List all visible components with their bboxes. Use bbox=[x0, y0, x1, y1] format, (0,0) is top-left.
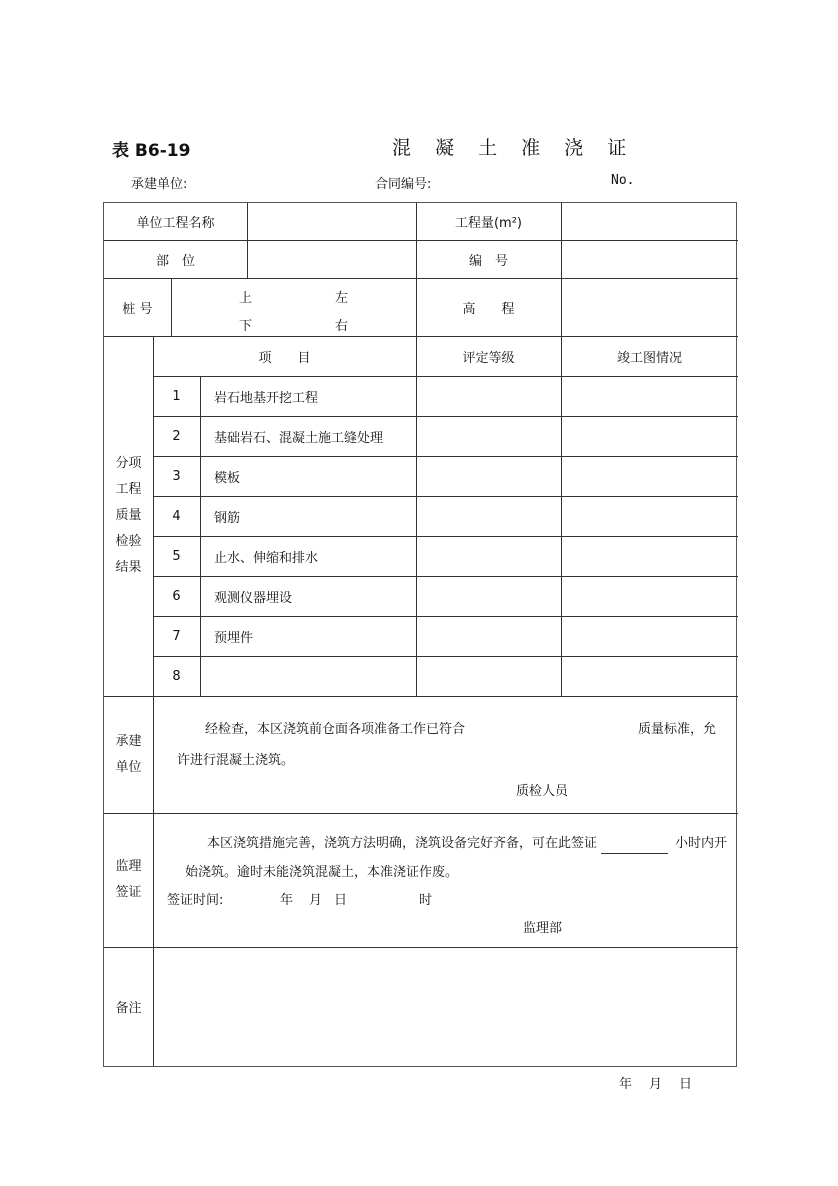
row-item: 岩石地基开挖工程 bbox=[214, 390, 319, 406]
contractor-text-2: 许进行混凝土浇筑。 bbox=[177, 753, 295, 768]
contract-no-label: 合同编号: bbox=[375, 177, 432, 192]
row-item: 钢筋 bbox=[214, 510, 241, 526]
page-title: 混 凝 土 准 浇 证 bbox=[392, 137, 636, 159]
pile-right-label: 右 bbox=[335, 319, 349, 334]
inspection-side-label bbox=[104, 336, 153, 696]
number-field[interactable] bbox=[561, 240, 738, 278]
pile-left-label: 左 bbox=[335, 291, 349, 306]
row-item: 止水、伸缩和排水 bbox=[214, 550, 319, 566]
quantity-label: 工程量(m²) bbox=[454, 216, 523, 231]
col-drawing-header: 竣工图情况 bbox=[616, 350, 682, 366]
row-number: 6 bbox=[172, 588, 181, 604]
side-label-line: 单位 bbox=[115, 759, 142, 775]
contractor-side-label bbox=[104, 696, 153, 813]
row-number: 4 bbox=[172, 508, 181, 524]
row-number: 2 bbox=[172, 428, 181, 444]
row-item: 模板 bbox=[214, 470, 241, 486]
supervision-text-2: 始浇筑。逾时未能浇筑混凝土，本准浇证作废。 bbox=[185, 865, 459, 880]
no-label: No. bbox=[611, 173, 635, 188]
hours-blank[interactable] bbox=[601, 853, 668, 854]
elevation-field[interactable] bbox=[561, 278, 738, 336]
quantity-field[interactable] bbox=[561, 203, 738, 240]
supervision-text-1b: 小时内开 bbox=[675, 836, 728, 851]
sign-year: 年 bbox=[280, 893, 294, 908]
inspector-label: 质检人员 bbox=[516, 784, 569, 799]
form-code: 表 B6-19 bbox=[112, 141, 191, 161]
remarks-field[interactable] bbox=[153, 947, 738, 1066]
supervision-dept: 监理部 bbox=[523, 921, 563, 936]
sign-day: 日 bbox=[334, 893, 348, 908]
row-number: 7 bbox=[172, 628, 181, 644]
supervision-side-label bbox=[104, 813, 153, 947]
row-number: 8 bbox=[172, 668, 181, 684]
row-item: 基础岩石、混凝土施工缝处理 bbox=[214, 430, 384, 446]
part-field[interactable] bbox=[247, 240, 416, 278]
row-number: 3 bbox=[172, 468, 181, 484]
side-label-line: 分项 bbox=[115, 456, 142, 471]
sign-month: 月 bbox=[309, 893, 323, 908]
side-label-line: 检验 bbox=[115, 534, 142, 549]
row-number: 5 bbox=[172, 548, 181, 564]
sign-time-label: 签证时间: bbox=[167, 893, 224, 908]
elevation-label: 高 程 bbox=[462, 301, 515, 317]
row-number: 1 bbox=[172, 388, 181, 404]
remarks-label: 备注 bbox=[115, 1001, 142, 1016]
unit-project-name-label: 单位工程名称 bbox=[136, 216, 215, 231]
contractor-text-1a: 经检查，本区浇筑前仓面各项准备工作已符合 bbox=[205, 722, 466, 737]
side-label-line: 工程 bbox=[115, 482, 142, 497]
contractor-text-1b: 质量标准，允 bbox=[638, 722, 717, 737]
pile-no-label: 桩 号 bbox=[122, 301, 153, 317]
number-label: 编 号 bbox=[468, 253, 508, 269]
footer-date: 年 月 日 bbox=[619, 1077, 695, 1092]
supervision-text-1a: 本区浇筑措施完善，浇筑方法明确，浇筑设备完好齐备，可在此签证 bbox=[207, 836, 598, 851]
side-label-line: 承建 bbox=[115, 733, 142, 749]
unit-project-name-field[interactable] bbox=[247, 203, 416, 240]
side-label-line: 质量 bbox=[115, 508, 142, 523]
side-label-line: 签证 bbox=[115, 885, 142, 900]
row-item: 观测仪器埋设 bbox=[214, 590, 293, 606]
side-label-line: 监理 bbox=[115, 859, 142, 874]
pile-down-label: 下 bbox=[239, 319, 253, 334]
sign-hour: 时 bbox=[419, 893, 433, 908]
contractor-label: 承建单位: bbox=[131, 177, 188, 192]
pile-up-label: 上 bbox=[239, 291, 253, 306]
row-item: 预埋件 bbox=[214, 630, 254, 646]
col-item-header: 项 目 bbox=[258, 350, 311, 366]
side-label-line: 结果 bbox=[115, 560, 142, 575]
col-grade-header: 评定等级 bbox=[462, 350, 515, 366]
part-label: 部 位 bbox=[155, 253, 195, 269]
form-table bbox=[103, 202, 737, 1067]
